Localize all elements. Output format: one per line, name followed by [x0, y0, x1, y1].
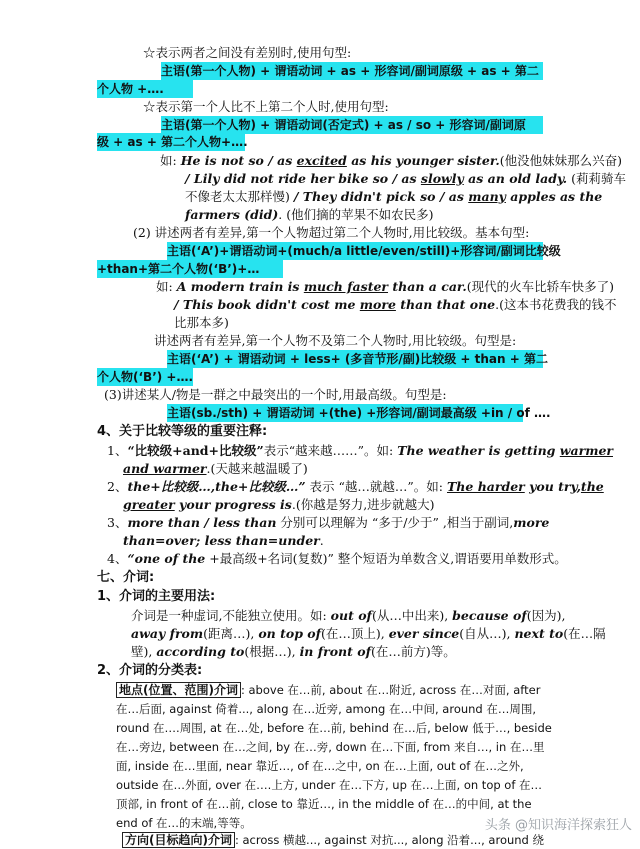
- pattern-superlative: 主语(sb./sth) + 谓语动词 +(the) +形容词/副词最高级 +in / of ….: [167, 406, 551, 420]
- pattern-less-line1: 主语(‘A’) + 谓语动词 + less+ (多音节形/副)比较级 + than + 第二: [167, 352, 548, 366]
- pattern-not-as-line2: 级 + as + 第二个人物+….: [97, 135, 248, 149]
- note-3: 3、more than / less than 分别可以理解为 “多于/少于” ,相当于副词,more: [107, 515, 550, 530]
- example-line: 比那本多): [174, 315, 229, 330]
- pattern-equal-line2: 个人物 +….: [97, 80, 193, 98]
- pattern-comparative-line2: +than+第二个人物(‘B’)+…: [97, 260, 283, 278]
- place-prep-line: end of 在…的末端,等等。: [116, 816, 252, 830]
- place-prep-line: outside 在…外面, over 在….上方, under 在…下方, up 在…上面, on top of 在…: [116, 778, 543, 792]
- usage-line: away from(距离…), on top of(在…顶上), ever since(自从…), next to(在…隔: [131, 626, 606, 641]
- direction-prep-label: 方向(目标趋向)介词: [122, 832, 235, 848]
- example-line: 如: A modern train is much faster than a car.(现代的火车比轿车快多了): [156, 279, 614, 294]
- place-prep-line: 顶部, in front of 在…前, close to 靠近…, in the middle of 在…的中间, at the: [116, 797, 532, 811]
- s3-intro: (3)讲述某人/物是一群之中最突出的一个时,用最高级。句型是:: [104, 387, 447, 402]
- pattern-equal-line1: 主语(第一个人物) + 谓语动词 + as + 形容词/副词原级 + as + 第二: [161, 62, 543, 80]
- example-line: / Lily did not ride her bike so / as slowly as an old lady. (莉莉骑车: [185, 171, 626, 186]
- place-prep-line: 面, inside 在…里面, near 靠近…, of 在…之中, on 在…上面, out of 在…之外,: [116, 759, 524, 773]
- example-line: farmers (did). (他们摘的苹果不如农民多): [185, 207, 434, 222]
- section-heading: 2、介词的分类表:: [97, 663, 203, 678]
- example-line: 不像老太太那样慢) / They didn't pick so / as many apples as the: [185, 189, 603, 204]
- watermark: 头条 @知识海洋探索狂人: [484, 818, 632, 833]
- example-line: / This book didn't cost me more than that one.(这本书花费我的钱不: [174, 297, 617, 312]
- example-line: 如: He is not so / as excited as his younger sister.(他没他妹妹那么兴奋): [160, 153, 622, 168]
- pattern-comparative-line1: 主语(‘A’)+谓语动词+(much/a little/even/still)+形容词/副词比较级: [167, 244, 561, 258]
- note-2-cont: greater your progress is.(你越是努力,进步就越大): [123, 497, 435, 512]
- chapter-heading: 七、介词:: [97, 570, 155, 585]
- s1-intro2: ☆表示第一个人比不上第二个人时,使用句型:: [143, 99, 389, 114]
- section-heading: 1、介词的主要用法:: [97, 589, 216, 604]
- place-prep-line: 在…后面, against 倚着..., along 在…近旁, among 在…中间, around 在…周围,: [116, 702, 537, 716]
- pattern-not-as-line1: 主语(第一个人物) + 谓语动词(否定式) + as / so + 形容词/副词原: [161, 116, 543, 134]
- place-prep-line: 在…旁边, between 在…之间, by 在…旁, down 在…下面, from 来自…, in 在…里: [116, 740, 545, 754]
- pattern-less-line2: 个人物(‘B’) +….: [97, 370, 194, 384]
- usage-line: 介词是一种虚词,不能独立使用。如: out of(从…中出来), because of(因为),: [131, 608, 566, 623]
- place-prep-label: 地点(位置、范围)介词: [116, 682, 241, 698]
- direction-prep-line: 方向(目标趋向)介词 : across 横越..., against 对抗..., along 沿着..., around 绕: [122, 831, 544, 849]
- s1-intro: ☆表示两者之间没有差别时,使用句型:: [143, 45, 352, 60]
- place-prep-line: round 在….周围, at 在…处, before 在…前, behind 在…后, below 低于…, beside: [116, 721, 552, 735]
- note-1-cont: and warmer.(天越来越温暖了): [123, 461, 308, 476]
- usage-line: 壁), according to(根据…), in front of(在…前方)等。: [131, 644, 456, 659]
- note-2: 2、the+比较级…,the+比较级…” 表示 “越…就越…”。如: The harder you try,the: [107, 479, 604, 494]
- note-1: 1、“比较级+and+比较级”表示“越来越……”。如: The weather is getting warmer: [107, 443, 613, 458]
- place-prep-line: 地点(位置、范围)介词 : above 在…前, about 在…附近, across 在…对面, after: [116, 681, 540, 699]
- note-4: 4、“one of the +最高级+名词(复数)” 整个短语为单数含义,谓语要用单数形式。: [107, 551, 567, 566]
- s2-intro: (2) 讲述两者有差异,第一个人物超过第二个人物时,用比较级。基本句型:: [133, 225, 530, 240]
- section-heading: 4、关于比较等级的重要注释:: [97, 424, 268, 439]
- note-3-cont: than=over; less than=under.: [123, 533, 324, 548]
- s2-intro2: 讲述两者有差异,第一个人物不及第二个人物时,用比较级。句型是:: [154, 333, 517, 348]
